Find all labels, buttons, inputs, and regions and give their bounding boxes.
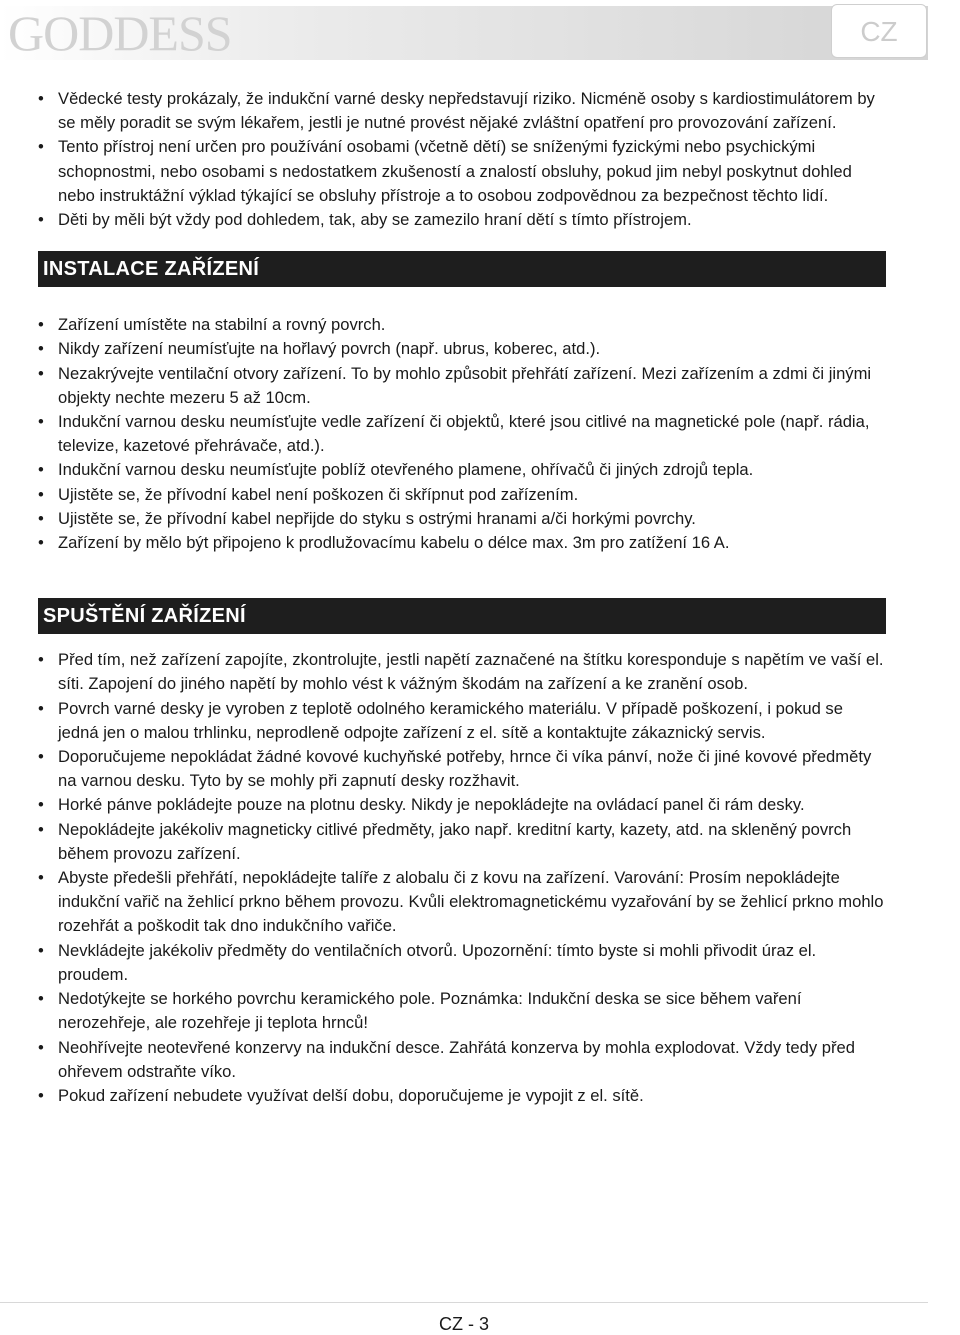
list-item: • Ujistěte se, že přívodní kabel není poškozen či skřípnut pod zařízením. — [38, 484, 579, 504]
list-item: • Nezakrývejte ventilační otvory zařízení. To by mohlo způsobit přehřátí zařízení. Mezi zařízením a zdmi či jinými objekty nechte mezeru 5 až 10cm. — [38, 363, 872, 407]
document-content — [38, 87, 886, 1108]
list-item: • Indukční varnou desku neumísťujte vedle zařízení či objektů, které jsou citlivé na magnetické pole (např. rádia, televize, kazetové přehrávače, atd.). — [38, 412, 870, 456]
installation-list — [38, 313, 886, 555]
list-item: • Horké pánve pokládejte pouze na plotnu desky. Nikdy je nepokládejte na ovládací panel či rám desky. — [38, 795, 805, 815]
list-item: • Pokud zařízení nebudete využívat delší dobu, doporučujeme je vypojit z el. sítě. — [38, 1085, 644, 1105]
list-item: • Zařízení umístěte na stabilní a rovný povrch. — [38, 315, 386, 335]
section-heading-startup: SPUŠTĚNÍ ZAŘÍZENÍ — [38, 598, 886, 634]
startup-list — [38, 648, 886, 1108]
intro-list — [38, 87, 886, 232]
footer-divider — [0, 1302, 928, 1303]
list-item: • Před tím, než zařízení zapojíte, zkontrolujte, jestli napětí zaznačené na štítku koresponduje s napětím ve vaší el. síti. Zapojení do jiného napětí by mohlo vést k vážným škodám na zařízení a ke zranění osob. — [38, 650, 884, 694]
list-item: • Zařízení by mělo být připojeno k prodlužovacímu kabelu o délce max. 3m pro zatížení 16 A. — [38, 533, 730, 553]
brand-logo: GODDESS — [8, 5, 232, 61]
list-item: • Vědecké testy prokázaly, že indukční varné desky nepředstavují riziko. Nicméně osoby s kardiostimulátorem by se měly poradit se svým lékařem, jestli je nutné provést nějaké zvláštní opatření pro provozování zařízení. — [38, 89, 875, 133]
language-tab: CZ — [831, 4, 927, 58]
section-heading-installation: INSTALACE ZAŘÍZENÍ — [38, 251, 886, 287]
list-item: • Indukční varnou desku neumísťujte poblíž otevřeného plamene, ohřívačů či jiných zdrojů tepla. — [38, 460, 754, 480]
list-item: • Děti by měli být vždy pod dohledem, tak, aby se zamezilo hraní dětí s tímto přístrojem. — [38, 210, 692, 230]
list-item: • Nepokládejte jakékoliv magneticky citlivé předměty, jako např. kreditní karty, kazety, atd. na skleněný povrch během provozu zařízení. — [38, 819, 852, 863]
list-item: • Nikdy zařízení neumísťujte na hořlavý povrch (např. ubrus, koberec, atd.). — [38, 339, 601, 359]
list-item: • Ujistěte se, že přívodní kabel nepřijde do styku s ostrými hranami a/či horkými povrchy. — [38, 508, 696, 528]
list-item: • Tento přístroj není určen pro používání osobami (včetně dětí) se sníženými fyzickými nebo psychickými schopnostmi, nebo osobami s nedostatkem zkušeností a znalostí obsluhy, pokud jim nebyl poskytnut dohled nebo instruktážní výklad týkající se obsluhy přístroje a to osobou zodpovědnou za bezpečnost těchto lidí. — [38, 137, 852, 205]
list-item: • Nedotýkejte se horkého povrchu keramického pole. Poznámka: Indukční deska se sice během vaření nerozehřeje, ale rozehřeje ji teplota hrnců! — [38, 989, 802, 1033]
list-item: • Neohřívejte neotevřené konzervy na indukční desce. Zahřátá konzerva by mohla explodovat. Vždy tedy před ohřevem odstraňte víko. — [38, 1037, 855, 1081]
list-item: • Abyste předešli přehřátí, nepokládejte talíře z alobalu či z kovu na zařízení. Varování: Prosím nepokládejte indukční vařič na žehlicí prkno během provozu. Kvůli elektromagnetickému vyzařování by se žehlicí prkno mohlo rozehřát a poškodit tak dno indukčního vařiče. — [38, 868, 884, 936]
page-number: CZ - 3 — [438, 1314, 489, 1334]
list-item: • Doporučujeme nepokládat žádné kovové kuchyňské potřeby, hrnce či víka pánví, nože či jiné kovové předměty na varnou desku. Tyto by se mohly při zapnutí desky rozžhavit. — [38, 747, 872, 791]
list-item: • Nevkládejte jakékoliv předměty do ventilačních otvorů. Upozornění: tímto byste si mohli přivodit úraz el. proudem. — [38, 940, 817, 984]
list-item: • Povrch varné desky je vyroben z teplotě odolného keramického materiálu. V případě poškození, i pokud se jedná jen o malou trhlinku, neprodleně odpojte zařízení z el. sítě a kontaktujte zákaznický servis. — [38, 698, 843, 742]
